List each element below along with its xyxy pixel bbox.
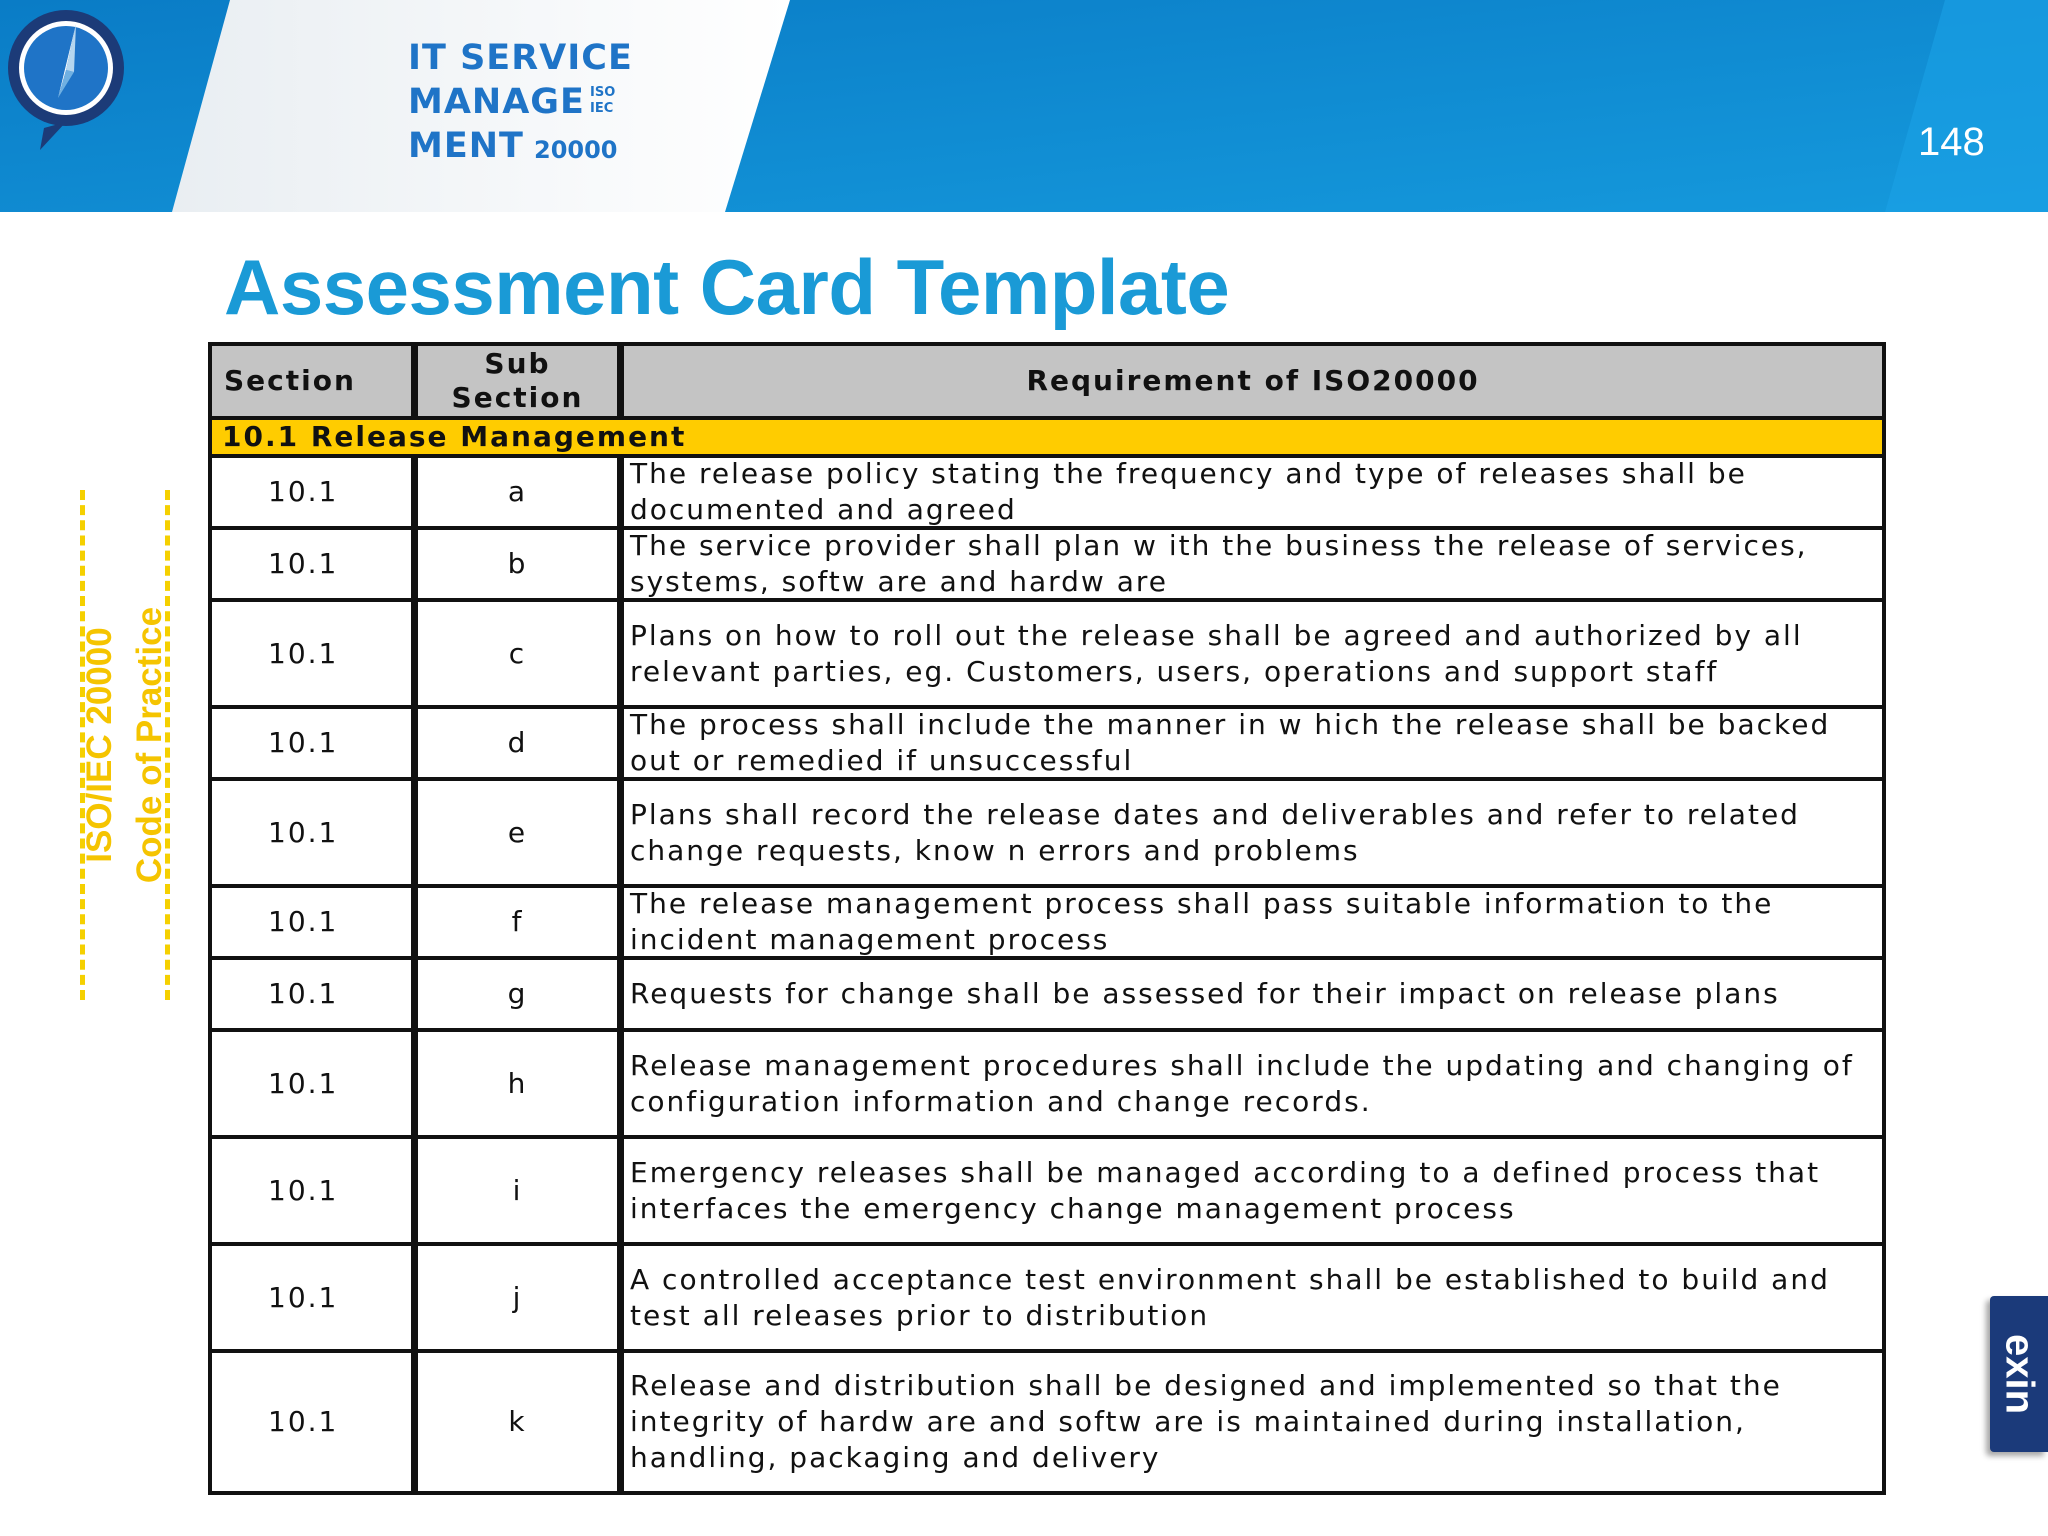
brand-line-2 (408, 82, 616, 122)
table-row (212, 1032, 1882, 1139)
row-sub-section: j (418, 1246, 624, 1349)
row-sub-section: e (418, 781, 624, 884)
exin-logo-text: exin (1997, 1333, 2042, 1415)
row-section: 10.1 (212, 530, 418, 598)
row-section: 10.1 (212, 1353, 418, 1491)
row-requirement: Release and distribution shall be designed and implemented so that the integrity of hardw are and softw are is maintained during installation, handling, packaging and delivery (630, 1369, 1782, 1474)
brand-iso-label: ISO (590, 85, 616, 100)
table-row (212, 709, 1882, 781)
row-requirement: The service provider shall plan w ith the business the release of services, systems, softw are and hardw are (630, 529, 1808, 598)
row-sub-section: d (418, 709, 624, 777)
row-requirement: Emergency releases shall be managed according to a defined process that interfaces the emergency change management process (630, 1155, 1821, 1225)
header-section: Section (212, 346, 418, 416)
assessment-table (208, 342, 1886, 1495)
page-number: 148 (1918, 120, 1985, 164)
header-sub-section (418, 346, 624, 416)
row-requirement: The release policy stating the frequency and type of releases shall be documented and agreed (630, 457, 1747, 526)
row-requirement: Requests for change shall be assessed for their impact on release plans (630, 977, 1780, 1010)
table-row (212, 530, 1882, 602)
row-section: 10.1 (212, 602, 418, 705)
row-requirement: Release management procedures shall include the updating and changing of configuration information and change records. (630, 1048, 1854, 1118)
header-band (0, 0, 2048, 212)
header-sub-section-line-1: Sub (484, 347, 551, 380)
row-sub-section: h (418, 1032, 624, 1135)
row-sub-section: k (418, 1353, 624, 1491)
table-group-row (212, 420, 1882, 458)
row-sub-section: a (418, 458, 624, 526)
side-label-text (75, 607, 175, 883)
row-section: 10.1 (212, 1246, 418, 1349)
table-header-row (212, 346, 1882, 420)
brand-number: 20000 (534, 136, 618, 164)
row-sub-section: g (418, 960, 624, 1028)
compass-logo-icon (0, 0, 380, 160)
row-section: 10.1 (212, 709, 418, 777)
row-section: 10.1 (212, 1032, 418, 1135)
brand-line-3 (408, 126, 618, 166)
table-row (212, 458, 1882, 530)
table-row (212, 1246, 1882, 1353)
row-sub-section: i (418, 1139, 624, 1242)
row-section: 10.1 (212, 781, 418, 884)
row-section: 10.1 (212, 458, 418, 526)
group-title: 10.1 Release Management (222, 420, 687, 453)
table-row (212, 602, 1882, 709)
table-row (212, 1353, 1882, 1491)
side-label-line-1: ISO/IEC 20000 (80, 627, 119, 863)
table-row (212, 1139, 1882, 1246)
row-section: 10.1 (212, 960, 418, 1028)
row-section: 10.1 (212, 888, 418, 956)
row-section: 10.1 (212, 1139, 418, 1242)
table-row (212, 888, 1882, 960)
row-requirement: The process shall include the manner in w hich the release shall be backed out or remedied if unsuccessful (630, 708, 1831, 777)
header-sub-section-line-2: Section (451, 381, 584, 414)
exin-logo-badge (1990, 1296, 2048, 1452)
row-requirement: Plans shall record the release dates and deliverables and refer to related change requests, know n errors and problems (630, 797, 1800, 867)
brand-line-3-text: MENT (408, 126, 524, 166)
row-requirement: A controlled acceptance test environment shall be established to build and test all releases prior to distribution (630, 1262, 1830, 1332)
row-sub-section: f (418, 888, 624, 956)
brand-line-1: IT SERVICE (408, 38, 633, 78)
header-requirement: Requirement of ISO20000 (1026, 364, 1480, 397)
table-row (212, 960, 1882, 1032)
row-sub-section: b (418, 530, 624, 598)
row-requirement: Plans on how to roll out the release shall be agreed and authorized by all relevant parties, eg. Customers, users, operations and support staff (630, 618, 1803, 688)
table-row (212, 781, 1882, 888)
row-requirement: The release management process shall pass suitable information to the incident management process (630, 887, 1774, 956)
brand-line-2-text: MANAGE (408, 82, 585, 122)
side-label-line-2: Code of Practice (130, 606, 169, 884)
page-title: Assessment Card Template (224, 243, 1230, 331)
row-sub-section: c (418, 602, 624, 705)
brand-iec-label: IEC (590, 101, 614, 116)
